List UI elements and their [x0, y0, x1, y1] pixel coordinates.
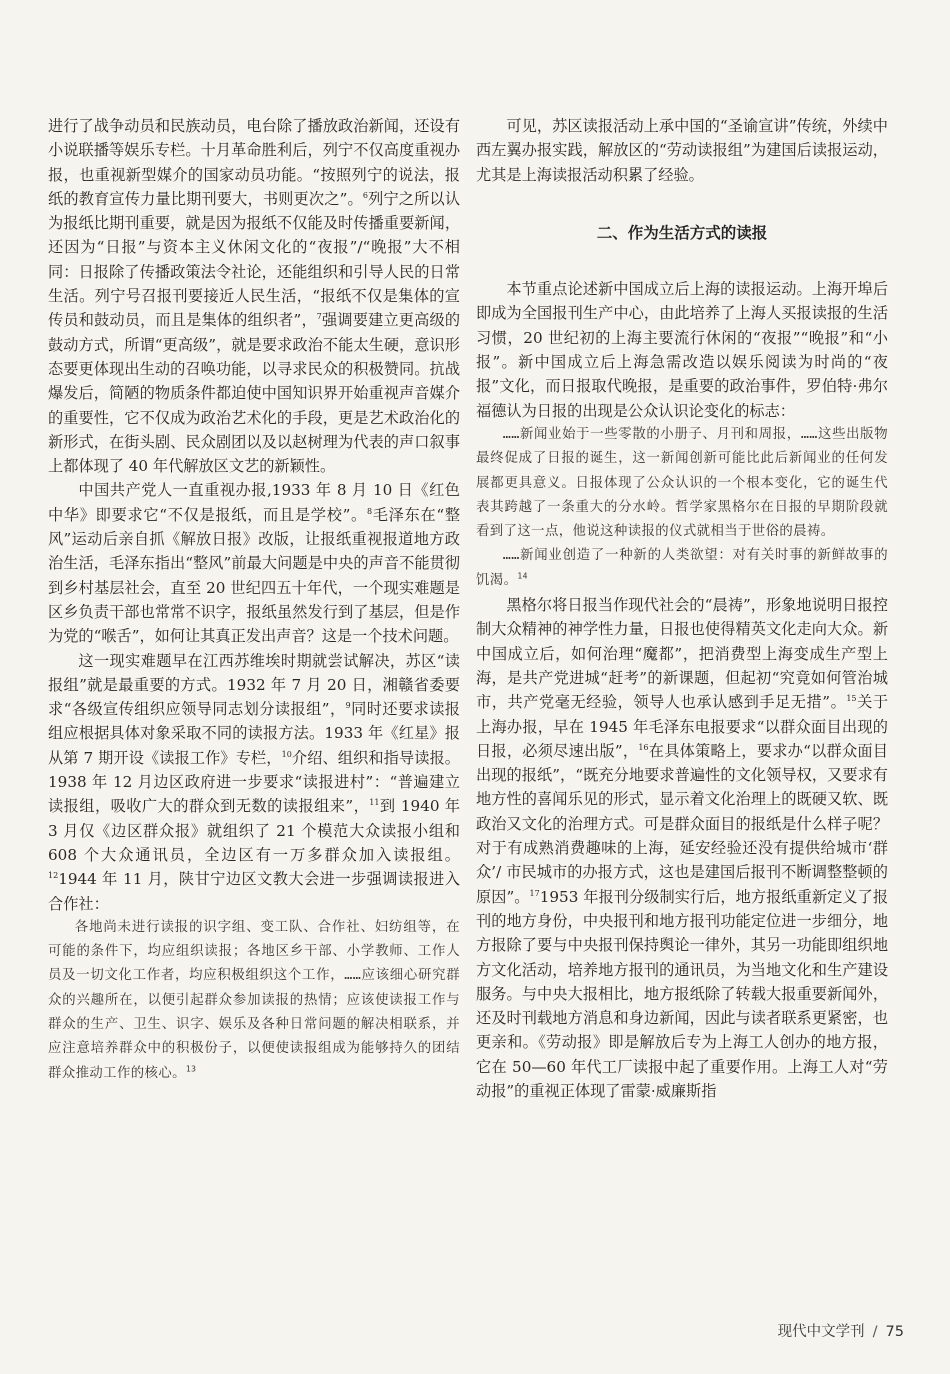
right-column: [476, 114, 888, 1103]
section-heading: 二、作为生活方式的读报: [596, 223, 768, 242]
page-footer: [778, 1320, 904, 1341]
paragraph: 黑格尔将日报当作现代社会的“晨祷”，形象地说明日报控制大众精神的神学性力量，日报也使得精英文化走向大众。新中国成立后，如何治理“魔都”，把消费型上海变成生产型上海，是共产党进城“赶考”的新课题，但起初“究竟如何管治城市，共产党毫无经验，领导人也承认感到手足无措”。$^{15}$关于上海办报，早在 1945 年毛泽东电报要求“以群众面目出现的日报，必须尽速出版”，$^{16}$在具体策略上，要求办“以群众面目出现的报纸”，“既充分地要求普遍性的文化领导权，又要求有地方性的喜闻乐见的形式，显示着文化治理上的既硬又软、既政治又文化的治理方式。可是群众面目的报纸是什么样子呢？对于有成熟消费趣味的上海，延安经验还没有提供给城市‘群众’/ 市民城市的办报方式，这也是建国后报刊不断调整整顿的原因”。$^{17}$1953 年报刊分级制实行后，地方报纸重新定义了报刊的地方身份，中央报刊和地方报刊功能定位进一步细分，地方报除了要与中央报刊保持舆论一律外，其另一功能即组织地方文化活动，培养地方报刊的通讯员，为当地文化和生产建设服务。与中央大报相比，地方报纸除了转载大报重要新闻外，还及时刊载地方消息和身边新闻，因此与读者联系更紧密，也更亲和。《劳动报》即是解放后专为上海工人创办的地方报，它在 50—60 年代工厂读报中起了重要作用。上海工人对“劳动报”的重视正体现了雷蒙·威廉斯指: [476, 596, 889, 1100]
block-quote: 各地尚未进行读报的识字组、变工队、合作社、妇纺组等，在可能的条件下，均应组织读报；各地区乡干部、小学教师、工作人员及一切文化工作者，均应积极组织这个工作，……应该细心研究群众的兴趣所在，以便引起群众参加读报的热情；应该使读报工作与群众的生产、卫生、识字、娱乐及各种日常问题的解决相联系，并应注意培养群众中的积极份子，以便使读报组成为能够持久的团结群众推动工作的核心。$^{13}$: [48, 919, 460, 1081]
block-quote: ……新闻业创造了一种新的人类欲望：对有关时事的新鲜故事的饥渴。$^{14}$: [476, 548, 888, 588]
journal-name: 现代中文学刊: [777, 1324, 865, 1340]
paragraph: 本节重点论述新中国成立后上海的读报运动。上海开埠后即成为全国报刊生产中心，由此培养了上海人买报读报的生活习惯，20 世纪初的上海主要流行休闲的“夜报”“晚报”和“小报”。新中国成立后上海急需改造以娱乐阅读为时尚的“夜报”文化，而日报取代晚报，是重要的政治事件，罗伯特·弗尔福德认为日报的出现是公众认识论变化的标志：: [476, 280, 888, 420]
left-column: [48, 114, 460, 1086]
page-number: 75: [885, 1324, 904, 1340]
paragraph: 进行了战争动员和民族动员，电台除了播放政治新闻，还设有小说联播等娱乐专栏。十月革命胜利后，列宁不仅高度重视办报，也重视新型媒介的国家动员功能。“按照列宁的说法，报纸的教育宣传力量比期刊要大，书则更次之”。$^6$列宁之所以认为报纸比期刊重要，就是因为报纸不仅能及时传播重要新闻，还因为“日报”与资本主义休闲文化的“夜报”/“晚报”大不相同：日报除了传播政策法令社论，还能组织和引导人民的日常生活。列宁号召报刊要接近人民生活，“报纸不仅是集体的宣传员和鼓动员，而且是集体的组织者”，$^7$强调要建立更高级的鼓动方式，所谓“更高级”，就是要求政治不能太生硬，意识形态要更体现出生动的召唤功能，以寻求民众的积极赞同。抗战爆发后，简陋的物质条件都迫使中国知识界开始重视声音媒介的重要性，它不仅成为政治艺术化的手段，更是艺术政治化的新形式，在街头剧、民众剧团以及以赵树理为代表的声口叙事上都体现了 40 年代解放区文艺的新颖性。: [48, 117, 461, 476]
paragraph: 中国共产党人一直重视办报,1933 年 8 月 10 日《红色中华》即要求它“不仅是报纸，而且是学校”。$^8$毛泽东在“整风”运动后亲自抓《解放日报》改版，让报纸重视报道地方政治生活，毛泽东指出“整风”前最大问题是中央的声音不能贯彻到乡村基层社会，直至 20 世纪四五十年代，一个现实难题是区乡负责干部也常常不识字，报纸虽然发行到了基层，但是作为党的“喉舌”，如何让其真正发出声音？这是一个技术问题。: [48, 481, 461, 646]
paragraph: 这一现实难题早在江西苏维埃时期就尝试解决，苏区“读报组”就是最重要的方式。1932 年 7 月 20 日，湘赣省委要求“各级宣传组织应领导同志划分读报组”，$^9$同时还要求读报组应根据具体对象采取不同的读报方法。1933 年《红星》报从第 7 期开设《读报工作》专栏，$^{10}$介绍、组织和指导读报。1938 年 12 月边区政府进一步要求“读报进村”：“普遍建立读报组，吸收广大的群众到无数的读报组来”，$^{11}$到 1940 年 3 月仅《边区群众报》就组织了 21 个模范大众读报小组和 608 个大众通讯员，全边区有一万多群众加入读报组。$^{12}$1944 年 11 月，陕甘宁边区文教大会进一步强调读报进入合作社：: [48, 651, 461, 913]
block-quote: ……新闻业始于一些零散的小册子、月刊和周报，……这些出版物最终促成了日报的诞生，这一新闻创新可能比此后新闻业的任何发展都更具意义。日报体现了公众认识的一个根本变化，它的诞生代表其跨越了一条重大的分水岭。哲学家黑格尔在日报的早期阶段就看到了这一点，他说这种读报的仪式就相当于世俗的晨祷。: [476, 426, 888, 540]
footer-separator: /: [872, 1324, 878, 1340]
paragraph: 可见，苏区读报活动上承中国的“圣谕宣讲”传统，外续中西左翼办报实践，解放区的“劳动读报组”为建国后读报运动，尤其是上海读报活动积累了经验。: [476, 117, 888, 184]
